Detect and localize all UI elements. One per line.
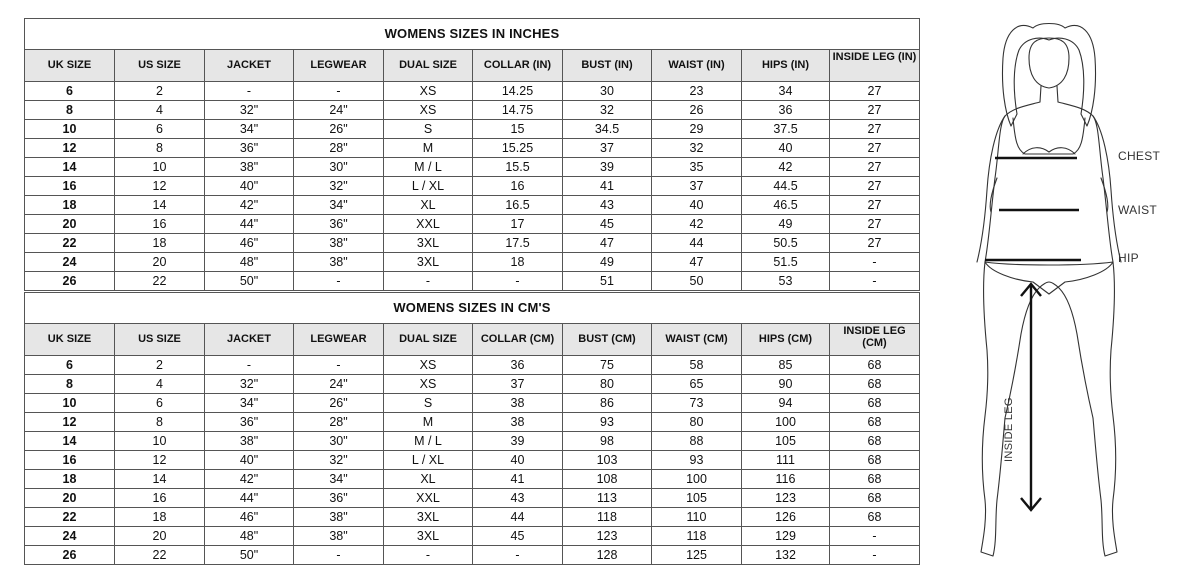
table-cell: - (872, 529, 877, 543)
table-cell: 8 (115, 413, 205, 431)
table-cell: 110 (652, 508, 742, 526)
table-cell: 90 (742, 375, 830, 393)
table-cell: 65 (652, 375, 742, 393)
table-cell: 43 (473, 489, 563, 507)
table-cell: 23 (652, 82, 742, 100)
table-cell: 8 (115, 139, 205, 157)
table-cell: 36" (294, 215, 384, 233)
table-cell: 129 (742, 527, 830, 545)
table-cell: 16 (473, 177, 563, 195)
table-cell: 36" (205, 139, 294, 157)
table-cell: 40" (205, 451, 294, 469)
table-cell: - (384, 546, 473, 564)
table-cell: 20 (115, 253, 205, 271)
waist-label: WAIST (1118, 203, 1158, 217)
header-cell: US SIZE (115, 50, 205, 81)
table-cell: 26 (652, 101, 742, 119)
table-cell: 100 (652, 470, 742, 488)
table-cell: 68 (867, 510, 882, 524)
table-cell: 3XL (384, 253, 473, 271)
table-cell: 28" (294, 413, 384, 431)
table-cell: 14.75 (473, 101, 563, 119)
table-cell: 32 (563, 101, 652, 119)
table-row (25, 272, 919, 290)
table-row (25, 470, 919, 489)
table-cell: 37 (473, 375, 563, 393)
table-cell: 30" (294, 158, 384, 176)
table-cell: L / XL (384, 177, 473, 195)
table-cell: - (384, 272, 473, 290)
uk-size-cell: 26 (25, 272, 115, 290)
table-cell: 40" (205, 177, 294, 195)
table-cell: - (473, 272, 563, 290)
table-cell: 6 (115, 120, 205, 138)
table-cell: 27 (867, 122, 882, 136)
table-cell: 18 (115, 234, 205, 252)
table-cell: 3XL (384, 508, 473, 526)
table-cell: 40 (742, 139, 830, 157)
table-cell: XS (384, 82, 473, 100)
table-cell: 75 (563, 356, 652, 374)
table-cell: 41 (473, 470, 563, 488)
table-cell: 44 (652, 234, 742, 252)
header-cell: LEGWEAR (294, 324, 384, 355)
uk-size-cell: 10 (25, 120, 115, 138)
table-cell: 24" (294, 375, 384, 393)
table-cell: 4 (115, 101, 205, 119)
header-cell: WAIST (IN) (652, 50, 742, 81)
table-cell: 30" (294, 432, 384, 450)
table-cell: 46" (205, 234, 294, 252)
table-cell: 105 (742, 432, 830, 450)
uk-size-cell: 6 (25, 356, 115, 374)
table-cell: XS (384, 101, 473, 119)
table-cell: 44" (205, 489, 294, 507)
table-cell: 18 (473, 253, 563, 271)
table-cell: 37.5 (742, 120, 830, 138)
header-cell: BUST (IN) (563, 50, 652, 81)
uk-size-cell: 8 (25, 375, 115, 393)
table-cell: 68 (867, 491, 882, 505)
table-row (25, 508, 919, 527)
table-cell: - (294, 356, 384, 374)
header-row (25, 324, 919, 356)
table-cell: 105 (652, 489, 742, 507)
table-row (25, 82, 919, 101)
table-cell: 32" (205, 375, 294, 393)
table-cell: 94 (742, 394, 830, 412)
table-row (25, 215, 919, 234)
table-cell: S (384, 394, 473, 412)
header-cell: DUAL SIZE (384, 50, 473, 81)
table-cell: 46" (205, 508, 294, 526)
header-cell: UK SIZE (25, 324, 115, 355)
table-cell: 51.5 (742, 253, 830, 271)
table-cell: 38" (294, 253, 384, 271)
table-cell: 113 (563, 489, 652, 507)
table-cell: 38" (294, 508, 384, 526)
uk-size-cell: 26 (25, 546, 115, 564)
table-cell: 42 (652, 215, 742, 233)
table-cell: 6 (115, 394, 205, 412)
table-cell: 27 (867, 179, 882, 193)
table-cell: 15.5 (473, 158, 563, 176)
table-cell: 40 (652, 196, 742, 214)
table-cell: 50.5 (742, 234, 830, 252)
table-cell: 48" (205, 527, 294, 545)
table-cell: L / XL (384, 451, 473, 469)
table-cell: - (872, 255, 877, 269)
table-cell: 27 (867, 84, 882, 98)
table-cell: 14 (115, 196, 205, 214)
table-cell: 34.5 (563, 120, 652, 138)
table-cell: 4 (115, 375, 205, 393)
table-cell: 16.5 (473, 196, 563, 214)
table-cell: 68 (867, 396, 882, 410)
table-cell: 47 (563, 234, 652, 252)
table-cell: 37 (563, 139, 652, 157)
table-cell: 80 (563, 375, 652, 393)
table-cell: 42 (742, 158, 830, 176)
table-cell: 44.5 (742, 177, 830, 195)
table-row (25, 139, 919, 158)
table-row (25, 253, 919, 272)
table-cell: 34" (205, 394, 294, 412)
table-cell: 36 (742, 101, 830, 119)
table-cell: 68 (867, 377, 882, 391)
table-cell: 27 (867, 160, 882, 174)
table-cell: 50 (652, 272, 742, 290)
table-cell: - (205, 82, 294, 100)
table-cell: 53 (742, 272, 830, 290)
table-cell: 100 (742, 413, 830, 431)
table-cell: XS (384, 375, 473, 393)
table-cell: 36" (294, 489, 384, 507)
table-cell: 14 (115, 470, 205, 488)
table-cell: 27 (867, 103, 882, 117)
table-row (25, 356, 919, 375)
table-cell: 10 (115, 158, 205, 176)
table-cell: 108 (563, 470, 652, 488)
uk-size-cell: 14 (25, 158, 115, 176)
table-cell: 32" (294, 177, 384, 195)
table-cell: XL (384, 196, 473, 214)
uk-size-cell: 18 (25, 470, 115, 488)
table-row (25, 489, 919, 508)
table-cell: XXL (384, 489, 473, 507)
table-cell: XXL (384, 215, 473, 233)
header-cell: LEGWEAR (294, 50, 384, 81)
table-cell: 2 (115, 82, 205, 100)
uk-size-cell: 8 (25, 101, 115, 119)
table-row (25, 234, 919, 253)
table-cell: 42" (205, 470, 294, 488)
table-cell: 49 (742, 215, 830, 233)
table-cell: 10 (115, 432, 205, 450)
table-cell: 38" (205, 158, 294, 176)
table-cell: 24" (294, 101, 384, 119)
header-row (25, 50, 919, 82)
uk-size-cell: 20 (25, 215, 115, 233)
table-row (25, 158, 919, 177)
header-cell: US SIZE (115, 324, 205, 355)
header-cell: WAIST (CM) (652, 324, 742, 355)
table-cell: M / L (384, 158, 473, 176)
table-cell: 125 (652, 546, 742, 564)
table-cell: 27 (867, 141, 882, 155)
table-cell: - (294, 82, 384, 100)
table-cell: 68 (867, 453, 882, 467)
table-cell: 15 (473, 120, 563, 138)
table-cell: 14.25 (473, 82, 563, 100)
size-table-cms (24, 292, 920, 565)
table-cell: 123 (742, 489, 830, 507)
table-cell: 46.5 (742, 196, 830, 214)
table-cell: 68 (867, 472, 882, 486)
header-cell: DUAL SIZE (384, 324, 473, 355)
table-cell: 128 (563, 546, 652, 564)
table-cell: 12 (115, 177, 205, 195)
table-cell: 111 (742, 451, 830, 469)
table-cell: 18 (115, 508, 205, 526)
table-cell: 51 (563, 272, 652, 290)
header-cell: JACKET (205, 50, 294, 81)
table-cell: - (294, 272, 384, 290)
table-cell: 16 (115, 489, 205, 507)
table-cell: 29 (652, 120, 742, 138)
table-row (25, 120, 919, 139)
table-cell: - (872, 548, 877, 562)
table-cell: 39 (563, 158, 652, 176)
header-cell: INSIDE LEG (IN) (832, 51, 917, 63)
uk-size-cell: 24 (25, 527, 115, 545)
table-cell: 15.25 (473, 139, 563, 157)
table-cell: 27 (867, 236, 882, 250)
table-cell: 98 (563, 432, 652, 450)
table-cell: 32" (205, 101, 294, 119)
table-cell: 34 (742, 82, 830, 100)
uk-size-cell: 24 (25, 253, 115, 271)
table-cell: 17 (473, 215, 563, 233)
header-cell: INSIDE LEG (CM) (843, 325, 906, 349)
table-row (25, 413, 919, 432)
table-cell: 118 (563, 508, 652, 526)
table-cell: 45 (563, 215, 652, 233)
table-title-cms: WOMENS SIZES IN CM'S (25, 293, 919, 324)
table-cell: 35 (652, 158, 742, 176)
uk-size-cell: 6 (25, 82, 115, 100)
table-row (25, 451, 919, 470)
table-cell: 30 (563, 82, 652, 100)
table-cell: 17.5 (473, 234, 563, 252)
table-cell: 103 (563, 451, 652, 469)
uk-size-cell: 14 (25, 432, 115, 450)
table-cell: 88 (652, 432, 742, 450)
table-cell: 126 (742, 508, 830, 526)
table-cell: - (473, 546, 563, 564)
chest-label: CHEST (1118, 149, 1161, 163)
header-cell: JACKET (205, 324, 294, 355)
table-cell: 80 (652, 413, 742, 431)
table-cell: 58 (652, 356, 742, 374)
uk-size-cell: 22 (25, 234, 115, 252)
header-cell: COLLAR (IN) (473, 50, 563, 81)
female-silhouette-icon (955, 0, 1177, 565)
table-row (25, 432, 919, 451)
table-cell: 45 (473, 527, 563, 545)
uk-size-cell: 10 (25, 394, 115, 412)
table-row (25, 177, 919, 196)
uk-size-cell: 20 (25, 489, 115, 507)
table-cell: 68 (867, 358, 882, 372)
table-cell: 26" (294, 394, 384, 412)
table-cell: - (294, 546, 384, 564)
table-cell: 36" (205, 413, 294, 431)
table-cell: 50" (205, 546, 294, 564)
table-cell: 44" (205, 215, 294, 233)
table-cell: 27 (867, 217, 882, 231)
uk-size-cell: 18 (25, 196, 115, 214)
table-cell: XS (384, 356, 473, 374)
table-cell: M / L (384, 432, 473, 450)
table-cell: 118 (652, 527, 742, 545)
table-cell: 93 (652, 451, 742, 469)
table-cell: 42" (205, 196, 294, 214)
table-cell: 73 (652, 394, 742, 412)
table-cell: 28" (294, 139, 384, 157)
uk-size-cell: 12 (25, 413, 115, 431)
header-cell: BUST (CM) (563, 324, 652, 355)
table-cell: 39 (473, 432, 563, 450)
table-row (25, 101, 919, 120)
table-cell: 48" (205, 253, 294, 271)
table-cell: 38" (205, 432, 294, 450)
table-cell: 123 (563, 527, 652, 545)
table-cell: 26" (294, 120, 384, 138)
table-cell: 49 (563, 253, 652, 271)
table-cell: 47 (652, 253, 742, 271)
size-table-inches (24, 18, 920, 291)
table-cell: 40 (473, 451, 563, 469)
uk-size-cell: 16 (25, 451, 115, 469)
hip-label: HIP (1118, 251, 1139, 265)
table-cell: 36 (473, 356, 563, 374)
table-cell: M (384, 413, 473, 431)
table-cell: 44 (473, 508, 563, 526)
table-cell: 93 (563, 413, 652, 431)
table-row (25, 527, 919, 546)
table-cell: 43 (563, 196, 652, 214)
table-cell: 22 (115, 272, 205, 290)
table-cell: 16 (115, 215, 205, 233)
table-cell: 27 (867, 198, 882, 212)
table-cell: 12 (115, 451, 205, 469)
table-cell: XL (384, 470, 473, 488)
table-cell: M (384, 139, 473, 157)
table-cell: 85 (742, 356, 830, 374)
uk-size-cell: 22 (25, 508, 115, 526)
table-cell: 3XL (384, 234, 473, 252)
header-cell: HIPS (CM) (742, 324, 830, 355)
body-measurement-figure (955, 0, 1177, 565)
table-cell: 132 (742, 546, 830, 564)
table-row (25, 394, 919, 413)
table-cell: 38 (473, 394, 563, 412)
table-cell: 116 (742, 470, 830, 488)
table-title-inches: WOMENS SIZES IN INCHES (25, 19, 919, 50)
table-cell: 68 (867, 434, 882, 448)
inside-leg-label: INSIDE LEG (1003, 397, 1015, 462)
table-cell: 3XL (384, 527, 473, 545)
table-row (25, 546, 919, 564)
header-cell: UK SIZE (25, 50, 115, 81)
table-row (25, 196, 919, 215)
table-cell: 34" (205, 120, 294, 138)
uk-size-cell: 16 (25, 177, 115, 195)
table-cell: 68 (867, 415, 882, 429)
table-cell: 38" (294, 527, 384, 545)
table-cell: 41 (563, 177, 652, 195)
table-cell: 38" (294, 234, 384, 252)
table-cell: S (384, 120, 473, 138)
uk-size-cell: 12 (25, 139, 115, 157)
table-cell: 50" (205, 272, 294, 290)
table-cell: 22 (115, 546, 205, 564)
table-row (25, 375, 919, 394)
table-cell: 20 (115, 527, 205, 545)
table-cell: 2 (115, 356, 205, 374)
header-cell: COLLAR (CM) (473, 324, 563, 355)
table-cell: 32" (294, 451, 384, 469)
table-cell: - (872, 274, 877, 288)
table-cell: 32 (652, 139, 742, 157)
table-cell: 38 (473, 413, 563, 431)
table-cell: 34" (294, 470, 384, 488)
table-cell: 34" (294, 196, 384, 214)
header-cell: HIPS (IN) (742, 50, 830, 81)
table-cell: 86 (563, 394, 652, 412)
table-cell: - (205, 356, 294, 374)
table-cell: 37 (652, 177, 742, 195)
